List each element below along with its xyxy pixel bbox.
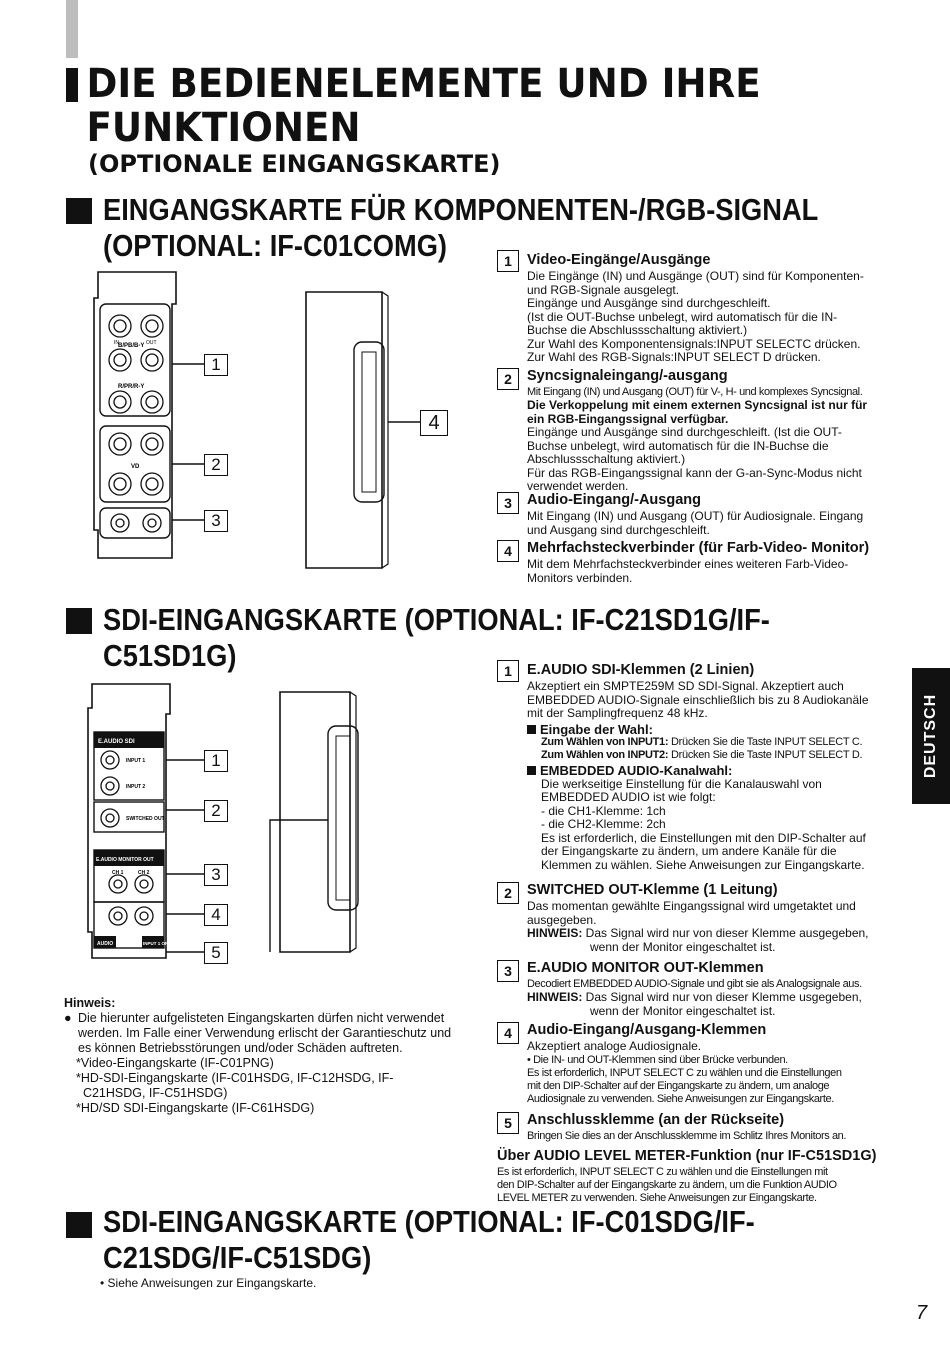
label-ch1: CH 1 [112,870,124,876]
language-tab [912,668,950,804]
label-audio: AUDIO [97,941,114,947]
hint-line [527,927,869,941]
body-line: Mit dem Mehrfachsteckverbinder eines weiteren Farb-Video- [527,557,849,571]
note-list-item: C21HSDG, IF-C51HSDG) [76,1086,228,1100]
body-line: Das momentan gewählte Eingangssignal wird umgetaktet und [527,899,856,913]
body-line: Eingänge und Ausgänge sind durchgeschleift. [527,296,771,310]
body-line: verwendet werden. [527,479,629,493]
callout-5: 5 [204,942,228,964]
item-number: 2 [497,368,519,390]
section2-marker [66,608,92,634]
square-bullet-icon [527,725,536,734]
page-title [66,62,813,150]
item-body [527,680,869,872]
item-connector-terminal [497,1112,907,1148]
item-body [527,978,862,1018]
note-list [64,1056,451,1116]
language-tab-label: DEUTSCH [922,693,939,779]
body-line: Decodiert EMBEDDED AUDIO-Signale und gibt sie als Analogsignale aus. [527,978,862,990]
level-meter-block [497,1148,907,1208]
body-line: Mit Eingang (IN) und Ausgang (OUT) für Audiosignale. Eingang [527,509,864,523]
callout-1: 1 [204,354,228,376]
square-bullet-icon [527,766,536,775]
item-title: Audio-Eingang/-Ausgang [527,492,701,508]
body-line: Monitors verbinden. [527,570,633,585]
body-line: Zur Wahl des RGB-Signals:INPUT SELECT D drücken. [527,350,821,364]
sub-heading [527,723,869,737]
item-body [527,558,848,585]
body-line: Klemmen zu wählen. Siehe Anweisungen zur Eingangskarte. [541,857,865,872]
body-line: und Ausgang sind durchgeschleift. [527,522,710,537]
note-line: werden. Im Falle einer Verwendung erlischt der Garantieschutz und [78,1026,452,1040]
section1-title-line2: (OPTIONAL: IF-C01COMG) [103,228,448,263]
item-body [527,386,867,494]
item-number: 2 [497,882,519,904]
body-line: Es ist erforderlich, INPUT SELECT C zu wählen und die Einstellungen mit [497,1166,828,1178]
body-line: Zur Wahl des Komponentensignals:INPUT SELECTC drücken. [527,336,861,351]
page-subtitle: (OPTIONALE EINGANGSKARTE) [88,150,501,178]
item-title: E.AUDIO MONITOR OUT-Klemmen [527,960,764,976]
callout-2: 2 [204,800,228,822]
sub-heading-text: EMBEDDED AUDIO-Kanalwahl: [540,763,733,778]
level-meter-title: Über AUDIO LEVEL METER-Funktion (nur IF-C51SD1G) [497,1148,877,1164]
item-title: Video-Eingänge/Ausgänge [527,252,711,268]
item-title: SWITCHED OUT-Klemme (1 Leitung) [527,882,778,898]
body-line: Akzeptiert analoge Audiosignale. [527,1039,702,1053]
body-line: Bringen Sie dies an der Anschlussklemme im Schlitz Ihres Monitors an. [527,1130,847,1142]
body-line: Die Eingänge (IN) und Ausgänge (OUT) sind für Komponenten- [527,269,864,283]
item-video-io [497,250,907,362]
body-line: Akzeptiert ein SMPTE259M SD SDI-Signal. Akzeptiert auch [527,679,844,693]
body-line: LEVEL METER zu verwenden. Siehe Anweisungen zur Eingangskarte. [497,1192,817,1204]
sub-text: Drücken Sie die Taste INPUT SELECT D. [668,749,863,761]
label-bpby: B/PB/B-Y [118,343,145,349]
item-number: 4 [497,1022,519,1044]
item-title: Mehrfachsteckverbinder (für Farb-Video- Monitor) [527,540,870,556]
body-line: Für das RGB-Eingangssignal kann der G-an-Sync-Modus nicht [527,465,862,480]
item-monitor-out [497,960,907,1022]
callout-1: 1 [204,750,228,772]
body-line: EMBEDDED AUDIO-Signale einschließlich bis zu 8 Audiokanäle [527,692,869,707]
body-line: Buchse unbelegt, wird automatisch für die IN-Buchse die [527,438,829,453]
body-line: - die CH1-Klemme: 1ch [541,803,666,818]
note-bullet [64,1011,451,1056]
item-sync-io [497,362,907,492]
hint-text: Das Signal wird nur von dieser Klemme ausgegeben, [582,926,869,940]
page-title-line1: DIE BEDIENELEMENTE UND IHRE [86,61,761,107]
hint-label: HINWEIS: [527,990,583,1004]
sub-heading [527,764,869,778]
item-multi-connector [497,538,907,588]
body-line: Audiosignale zu verwenden. Siehe Anweisungen zur Eingangskarte. [527,1092,834,1105]
item-number: 3 [497,492,519,514]
sub-line [527,736,869,749]
label-input1-only: INPUT 1 ONLY [143,941,174,946]
item-number: 4 [497,540,519,562]
callout-3: 3 [204,510,228,532]
label-bpby-in: IN [114,340,119,346]
section3-title-line1: SDI-EINGANGSKARTE (OPTIONAL: IF-C01SDG/IF- [103,1204,755,1239]
label-monitor-out: E.AUDIO MONITOR OUT [96,857,154,863]
body-line: Buchse die Abschlussschaltung aktiviert.) [527,323,748,337]
body-line: mit der Samplingfrequenz 48 kHz. [527,706,708,720]
hint-label: HINWEIS: [527,926,583,940]
body-line: EMBEDDED AUDIO ist wie folgt: [541,790,716,804]
sub-line [527,749,869,762]
note-block [64,996,451,1116]
item-body [527,900,869,954]
item-body [527,510,863,537]
section3-note: • Siehe Anweisungen zur Eingangskarte. [100,1276,317,1290]
label-input2: INPUT 2 [126,784,146,790]
label-ch2: CH 2 [138,870,150,876]
sub-heading-text: Eingabe der Wahl: [540,721,653,737]
callout-3: 3 [204,864,228,886]
label-vd: VD [131,464,140,470]
section2-title-line1: SDI-EINGANGSKARTE (OPTIONAL: IF-C21SD1G/IF- [103,602,770,637]
body-line: Abschlussschaltung aktiviert.) [527,452,686,466]
section1-items [497,250,907,588]
body-line: mit den DIP-Schalter auf der Eingangskarte zu ändern, um analoge [527,1079,830,1092]
item-body [527,270,864,365]
note-line: es können Betriebsstörungen und/oder Schäden auftreten. [78,1041,403,1055]
label-rpry: R/PR/R-Y [118,384,145,390]
component-rgb-card-figure [90,268,460,578]
top-grey-bar [66,0,78,58]
item-audio-io [497,1022,907,1112]
section1-title-line1: EINGANGSKARTE FÜR KOMPONENTEN-/RGB-SIGNAL [103,192,819,227]
item-title: Syncsignaleingang/-ausgang [527,368,728,384]
callout-4: 4 [204,904,228,926]
section3-title-line2: C21SDG/IF-C51SDG) [103,1240,372,1275]
item-number: 3 [497,960,519,982]
sub-label: Zum Wählen von INPUT2: [541,749,669,761]
hint-text: wenn der Monitor eingeschaltet ist. [590,939,776,954]
body-line: (Ist die OUT-Buchse unbelegt, wird automatisch für die IN- [527,309,838,324]
label-input1: INPUT 1 [126,758,146,764]
item-body [527,1040,842,1106]
body-line: Es ist erforderlich, INPUT SELECT C zu wählen und die Einstellungen [527,1066,842,1079]
callout-4: 4 [420,410,448,436]
item-number: 5 [497,1112,519,1134]
item-title: Anschlussklemme (an der Rückseite) [527,1112,785,1128]
bullet-dot-icon: ● [64,1011,72,1025]
note-title: Hinweis: [64,996,116,1010]
body-line: Die Verkoppelung mit einem externen Syncsignal ist nur für [527,398,868,412]
item-switched-out [497,882,907,960]
item-eaudio-sdi [497,660,907,882]
section2-items [497,660,907,1208]
section3-marker [66,1212,92,1238]
label-switched-out: SWITCHED OUT [126,816,165,822]
sub-body [527,778,869,873]
body-line: Die werkseitige Einstellung für die Kanalauswahl von [541,776,822,791]
body-line: Es ist erforderlich, die Einstellungen mit den DIP-Schalter auf [541,830,866,845]
note-list-item: *HD-SDI-Eingangskarte (IF-C01HSDG, IF-C12HSDG, IF- [76,1071,394,1085]
hint-text: wenn der Monitor eingeschaltet ist. [590,1003,776,1018]
note-line: Die hierunter aufgelisteten Eingangskarten dürfen nicht verwendet [78,1011,445,1025]
sdi-card-figure [84,680,374,980]
item-audio-io [497,492,907,538]
level-meter-body [497,1166,837,1205]
body-line: Mit Eingang (IN) und Ausgang (OUT) für V-, H- und komplexes Syncsignal. [527,386,863,398]
item-title: E.AUDIO SDI-Klemmen (2 Linien) [527,662,755,678]
section1-marker [66,198,92,224]
item-number: 1 [497,660,519,682]
page-title-line2: FUNKTIONEN [86,105,361,151]
item-title: Audio-Eingang/Ausgang-Klemmen [527,1022,767,1038]
body-line: der Eingangskarte zu ändern, um andere Kanäle für die [541,844,837,858]
label-eaudio-sdi: E.AUDIO SDI [98,739,135,745]
note-list-item: *HD/SD SDI-Eingangskarte (IF-C61HSDG) [76,1101,315,1115]
body-line: Eingänge und Ausgänge sind durchgeschleift. (Ist die OUT- [527,425,842,439]
page-number: 7 [916,1302,928,1324]
body-line: ausgegeben. [527,912,597,927]
item-number: 1 [497,250,519,272]
callout-2: 2 [204,454,228,476]
body-line: • Die IN- und OUT-Klemmen sind über Brücke verbunden. [527,1053,788,1066]
note-list-item: *Video-Eingangskarte (IF-C01PNG) [76,1056,274,1070]
body-line: - die CH2-Klemme: 2ch [541,817,666,831]
hint-line [527,991,862,1005]
section2-title-line2: C51SD1G) [103,638,237,673]
body-line: ein RGB-Eingangssignal verfügbar. [527,411,729,426]
sub-label: Zum Wählen von INPUT1: [541,736,669,748]
hint-text: Das Signal wird nur von dieser Klemme usgegeben, [582,990,862,1004]
sub-text: Drücken Sie die Taste INPUT SELECT C. [668,736,863,748]
label-bpby-out: OUT [146,340,157,346]
body-line: und RGB-Signale ausgelegt. [527,282,680,297]
body-line: den DIP-Schalter auf der Eingangskarte zu ändern, um die Funktion AUDIO [497,1179,837,1191]
